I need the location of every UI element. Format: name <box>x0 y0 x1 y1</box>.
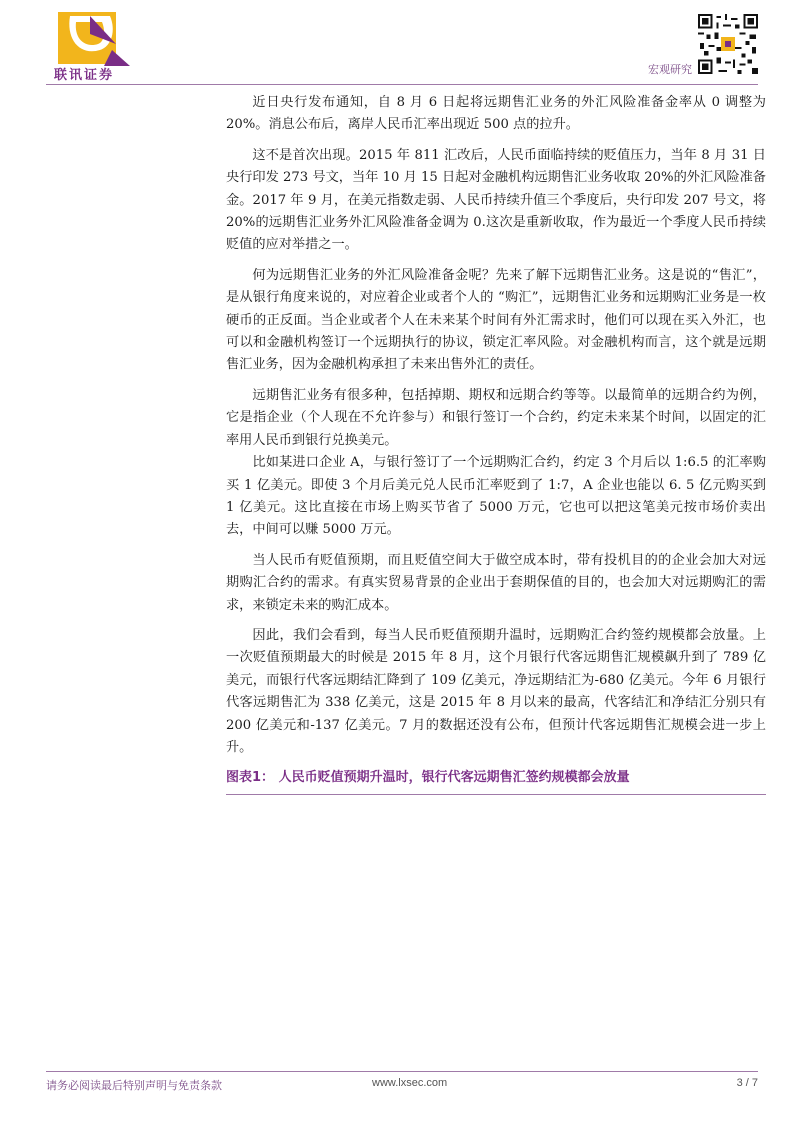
paragraph-4: 远期售汇业务有很多种，包括掉期、期权和远期合约等等。以最简单的远期合约为例，它是指企业（个人现在不允许参与）和银行签订一个合约，约定未来某个时间，以固定的汇率用人民币到银行兑换美元。 <box>226 387 766 448</box>
header-rule <box>46 84 758 85</box>
disclaimer-link[interactable]: 请务必阅读最后特别声明与免责条款 <box>46 1079 222 1092</box>
page-number: 3 / 7 <box>736 1077 758 1089</box>
figure-rule <box>226 794 766 795</box>
paragraph-2: 这不是首次出现。2015 年 811 汇改后，人民币面临持续的贬值压力，当年 8 月 31 日央行印发 273 号文，当年 10 月 15 日起对金融机构远期售汇业务收取 20%的外汇风险准备金。2017 年 9 月，在美元指数走弱、人民币持续升值三个季度后，央行印发 207 号文，将 20%的远期售汇业务外汇风险准备金调为 0.这次是重新收取，作为最近一个季度人民币持续贬值的应对举措之一。 <box>226 147 766 253</box>
footer-rule <box>46 1071 758 1072</box>
page-header <box>0 0 800 90</box>
paragraph-1: 近日央行发布通知，自 8 月 6 日起将远期售汇业务的外汇风险准备金率从 0 调整为 20%。消息公布后，离岸人民币汇率出现近 500 点的拉升。 <box>226 95 766 133</box>
figure-title: 图表1： 人民币贬值预期升温时，银行代客远期售汇签约规模都会放量 <box>226 770 630 786</box>
department-label: 宏观研究 <box>648 63 692 76</box>
website-link[interactable]: www.lxsec.com <box>372 1077 448 1089</box>
paragraph-3: 何为远期售汇业务的外汇风险准备金呢？先来了解下远期售汇业务。这是说的“售汇”，是从银行角度来说的，对应着企业或者个人的 “购汇”，远期售汇业务和远期购汇业务是一枚硬币的正反面。当企业或者个人在未来某个时间有外汇需求时，他们可以现在买入外汇，也可以和金融机构签订一个远期执行的协议，锁定汇率风险。对金融机构而言，这个就是远期售汇业务，因为金融机构承担了未来出售外汇的责任。 <box>226 267 766 373</box>
paragraph-6: 当人民币有贬值预期，而且贬值空间大于做空成本时，带有投机目的的企业会加大对远期购汇合约的需求。有真实贸易背景的企业出于套期保值的目的，也会加大对远期购汇的需求，来锁定未来的购汇成本。 <box>226 552 766 613</box>
paragraph-7: 因此，我们会看到，每当人民币贬值预期升温时，远期购汇合约签约规模都会放量。上一次贬值预期最大的时候是 2015 年 8 月，这个月银行代客远期售汇规模飙升到了 789 亿美元，而银行代客远期结汇降到了 109 亿美元，净远期结汇为-680 亿美元。今年 6 月银行代客远期售汇为 338 亿美元，这是 2015 年 8 月以来的最高，代客结汇和净结汇分别只有 200 亿美元和-137 亿美元。7 月的数据还没有公布，但预计代客远期售汇规模会进一步上升。 <box>226 627 766 755</box>
article-body <box>226 92 766 795</box>
qr-code-icon <box>698 14 758 74</box>
paragraph-5: 比如某进口企业 A，与银行签订了一个远期购汇合约，约定 3 个月后以 1:6.5 的汇率购买 1 亿美元。即使 3 个月后美元兑人民币汇率贬到了 1:7，A 企业也能以 6. 5 亿元购买到 1 亿美元。这比直接在市场上购买节省了 5000 万元，它也可以把这笔美元按市场价卖出去，中间可以赚 5000 万元。 <box>226 455 766 538</box>
logo-text: 联讯证券 <box>54 68 115 83</box>
